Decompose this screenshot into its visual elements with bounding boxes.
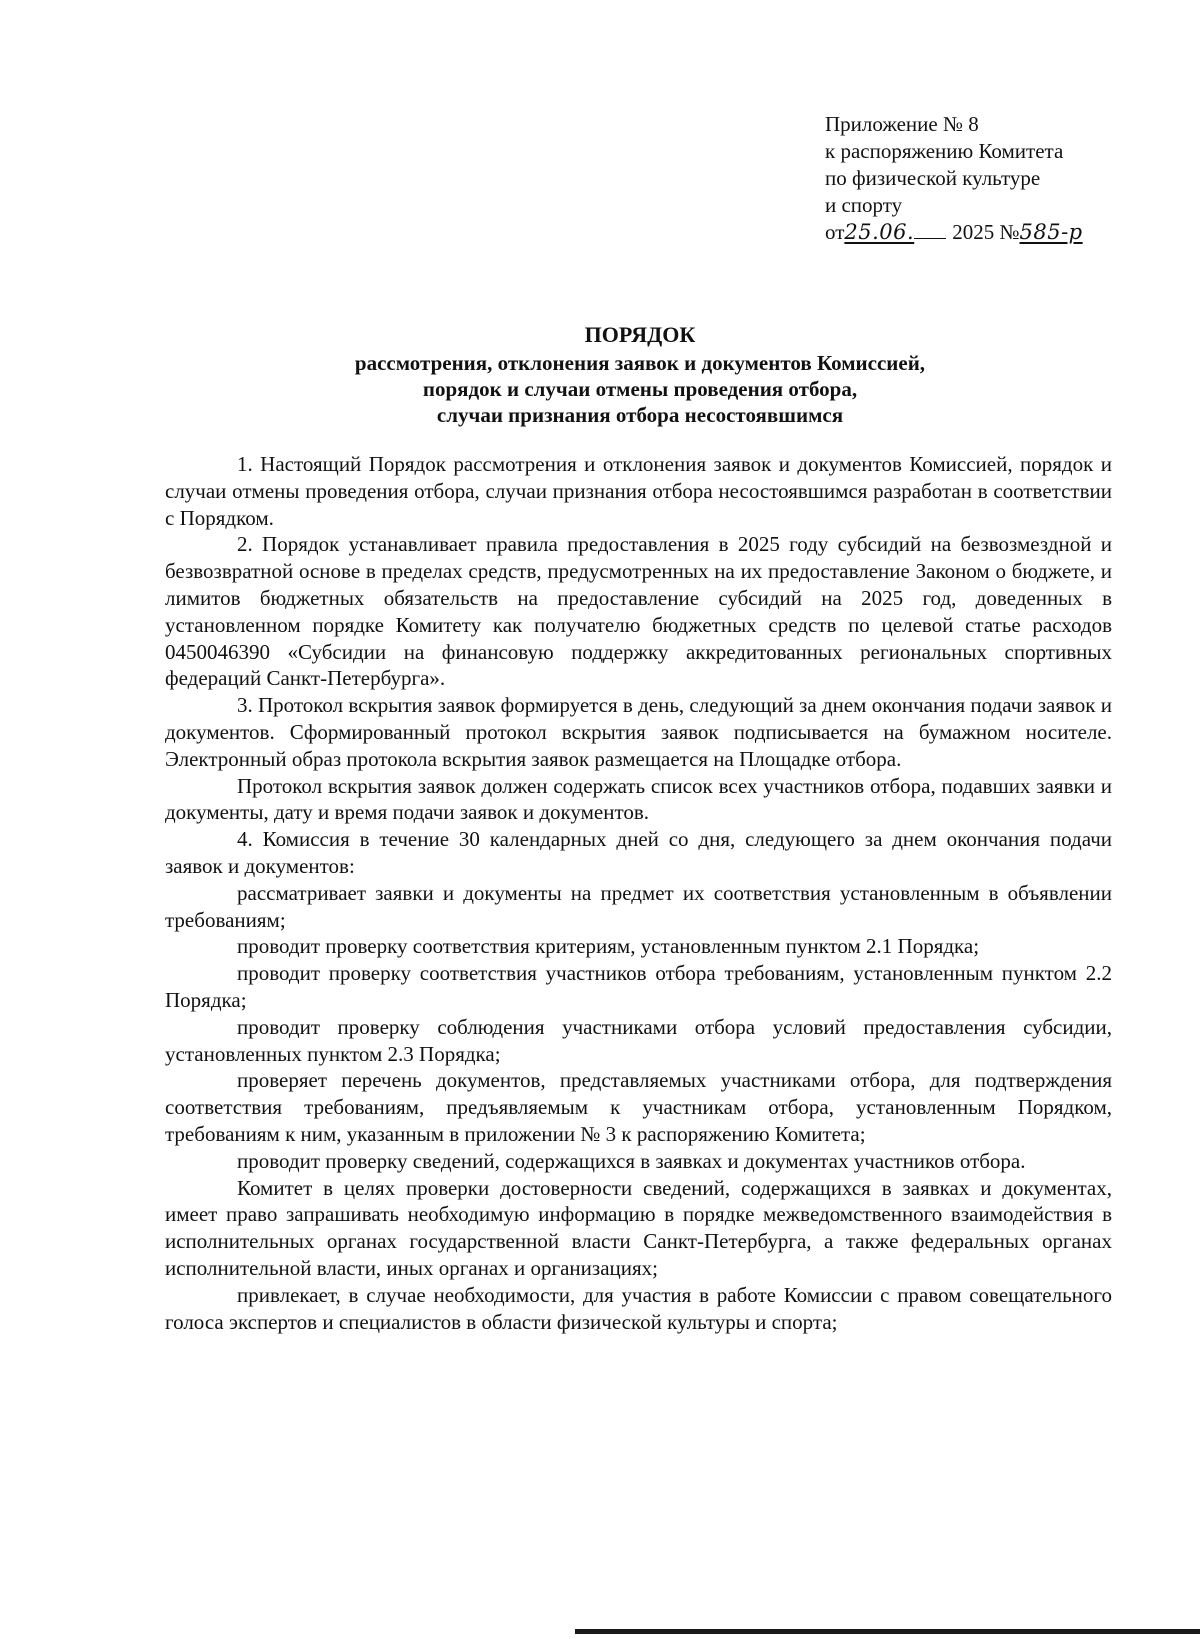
document-title [160,322,1120,428]
title-sub-2: порядок и случаи отмены проведения отбора, [422,377,858,401]
paragraph-3: 3. Протокол вскрытия заявок формируется в день, следующий за днем окончания подачи заявок и документов. Сформированный протокол вскрытия заявок подписывается на бумажном носителе. Электронный образ протокола вскрытия заявок размещается на Площадке отбора. [165,693,1112,771]
paragraph-4-item-6: проводит проверку сведений, содержащихся в заявках и документах участников отбора. [237,1148,1026,1173]
paragraph-4-committee: Комитет в целях проверки достоверности сведений, содержащихся в заявках и документах, имеет право запрашивать необходимую информацию в порядке межведомственного взаимодействия в исполнительных органах государственной власти Санкт-Петербурга, а также федеральных органах исполнительной власти, иных органах и организациях; [165,1175,1112,1280]
title-main: ПОРЯДОК [584,322,696,347]
appendix-line-3: по физической культуре [825,166,1041,190]
paragraph-4-item-3: проводит проверку соответствия участников отбора требованиям, установленным пунктом 2.2 Порядка; [165,961,1112,1012]
paragraph-4-item-7: привлекает, в случае необходимости, для участия в работе Комиссии с правом совещательного голоса экспертов и специалистов в области физической культуры и спорта; [165,1282,1112,1334]
paragraph-4-item-2: проводит проверку соответствия критериям, установленным пунктом 2.1 Порядка; [237,934,980,959]
appendix-date-line [825,219,1155,246]
paragraph-1: 1. Настоящий Порядок рассмотрения и отклонения заявок и документов Комиссией, порядок и случаи отмены проведения отбора, случаи признания отбора несостоявшимся разработан в соответствии с Порядком. [165,452,1112,530]
handwritten-date: 25.06. [844,220,915,244]
appendix-line-2: к распоряжению Комитета [825,139,1064,163]
appendix-header [825,111,1155,246]
handwritten-number: 585-р [1019,220,1083,244]
paragraph-4: 4. Комиссия в течение 30 календарных дней со дня, следующего за днем окончания подачи заявок и документов: [165,827,1112,878]
title-sub-3: случаи признания отбора несостоявшимся [436,403,844,427]
document-body [165,451,1112,1335]
year-and-number-sign: 2025 № [952,220,1020,244]
appendix-line-4: и спорту [825,193,903,217]
title-sub-1: рассмотрения, отклонения заявок и документов Комиссией, [354,351,926,375]
paragraph-3-protocol: Протокол вскрытия заявок должен содержать список всех участников отбора, подавших заявки и документы, дату и время подачи заявок и документов. [165,773,1112,825]
paragraph-2: 2. Порядок устанавливает правила предоставления в 2025 году субсидий на безвозмездной и безвозвратной основе в пределах средств, предусмотренных на их предоставление Законом о бюджете, и лимитов бюджетных обязательств на предоставление субсидий на 2025 год, доведенных в установленном порядке Комитету как получателю бюджетных средств по целевой статье расходов 0450046390 «Субсидии на финансовую поддержку аккредитованных региональных спортивных федераций Санкт-Петербурга». [165,532,1112,691]
paragraph-4-item-1: рассматривает заявки и документы на предмет их соответствия установленным в объявлении требованиям; [165,880,1112,932]
paragraph-4-item-5: проверяет перечень документов, представляемых участниками отбора, для подтверждения соответствия требованиям, предъявляемым к участникам отбора, установленным Порядком, требованиям к ним, указанным в приложении № 3 к распоряжению Комитета; [165,1068,1112,1146]
paragraph-4-item-4: проводит проверку соблюдения участниками отбора условий предоставления субсидии, установленных пунктом 2.3 Порядка; [165,1014,1112,1066]
page-edge-line [575,1629,1200,1634]
date-underline [914,237,946,239]
date-prefix: от [825,220,845,244]
appendix-line-1: Приложение № 8 [825,112,979,136]
